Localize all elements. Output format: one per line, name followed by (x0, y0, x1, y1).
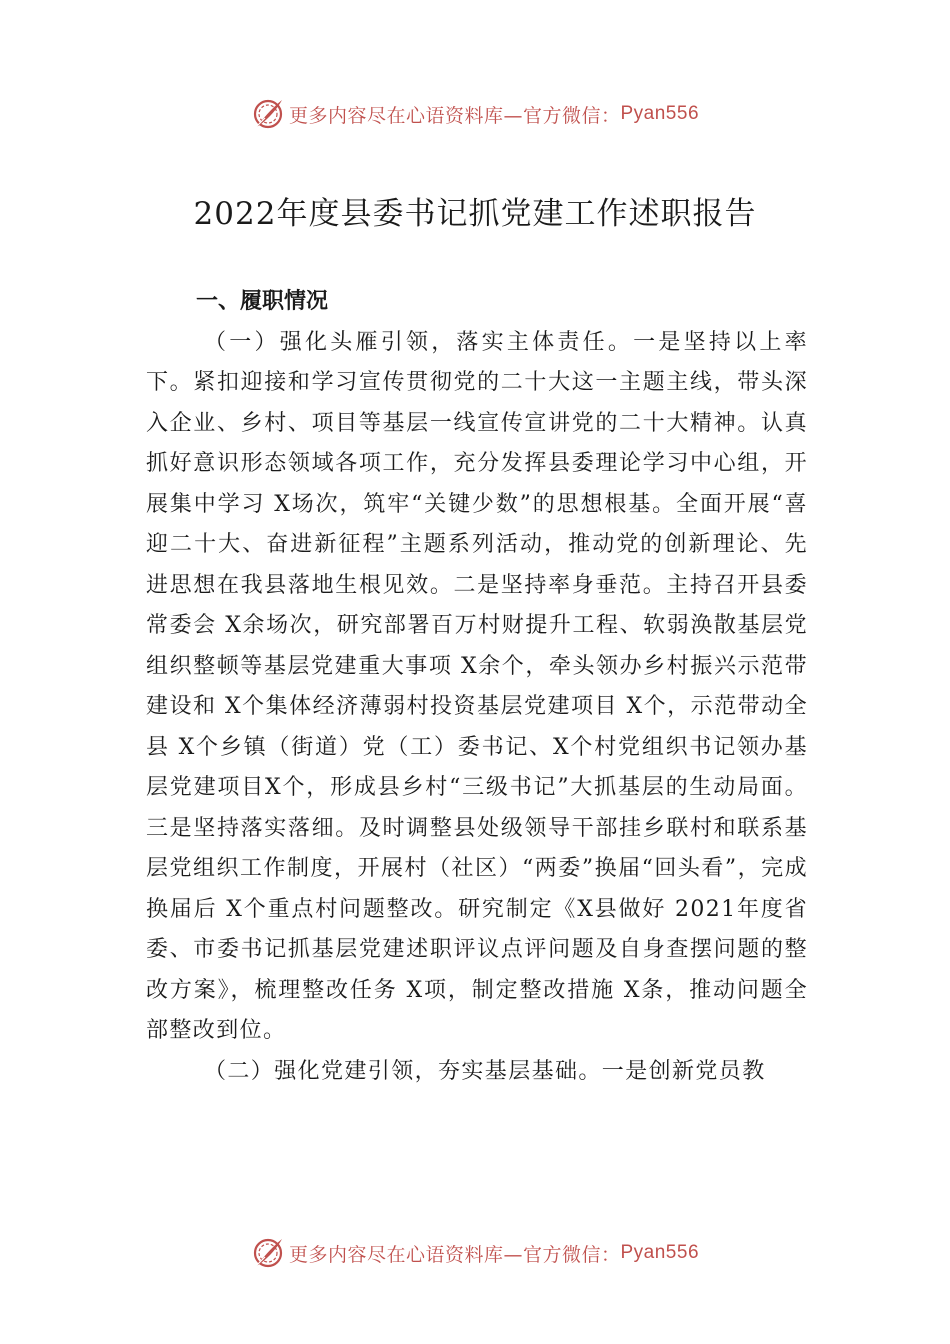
body-paragraph-2: （二）强化党建引领，夯实基层基础。一是创新党员教 (204, 1058, 766, 1084)
footer-watermark (0, 1233, 950, 1273)
quill-pen-logo-icon (251, 1236, 285, 1270)
body-paragraph-1: （一）强化头雁引领，落实主体责任。一是坚持以上率下。紧扣迎接和学习宣传贯彻党的二十大这一主题主线，带头深入企业、乡村、项目等基层一线宣传宣讲党的二十大精神。认真抓好意识形态领域各项工作，充分发挥县委理论学习中心组，开展集中学习 X场次，筑牢“关键少数”的思想根基。全面开展“喜迎二十大、奋进新征程”主题系列活动，推动党的创新理论、先进思想在我县落地生根见效。二是坚持率身垂范。主持召开县委常委会 X余场次，研究部署百万村财提升工程、软弱涣散基层党组织整顿等基层党建重大事项 X余个，牵头领办乡村振兴示范带建设和 X个集体经济薄弱村投资基层党建项目 X个，示范带动全县 X个乡镇（街道）党（工）委书记、X个村党组织书记领办基层党建项目X个，形成县乡村“三级书记”大抓基层的生动局面。三是坚持落实落细。及时调整县处级领导干部挂乡联村和联系基层党组织工作制度，开展村（社区）“两委”换届“回头看”，完成换届后 X个重点村问题整改。研究制定《X县做好 2021年度省委、市委书记抓基层党建述职评议点评问题及自身查摆问题的整改方案》，梳理整改任务 X项，制定整改措施 X条，推动问题全部整改到位。 (146, 329, 808, 1043)
watermark-contact: Pyan556 (620, 1242, 700, 1263)
document-body (146, 282, 808, 1092)
document-title: 2022年度县委书记抓党建工作述职报告 (193, 196, 757, 232)
watermark-text: 更多内容尽在心语资料库—官方微信： (288, 104, 621, 127)
quill-pen-logo-icon (251, 97, 285, 131)
header-watermark (0, 94, 950, 134)
watermark-text: 更多内容尽在心语资料库—官方微信： (288, 1243, 621, 1266)
section-heading: 一、履职情况 (196, 289, 329, 314)
watermark-contact: Pyan556 (620, 103, 700, 124)
